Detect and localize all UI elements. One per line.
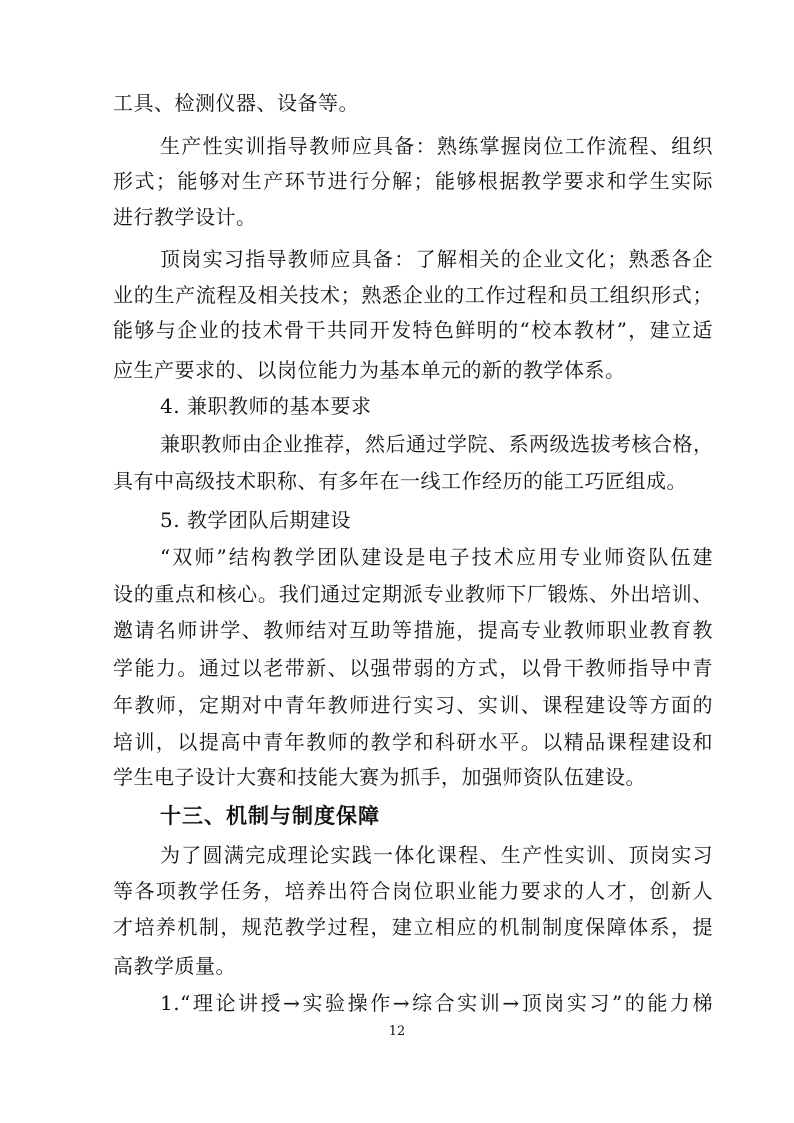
paragraph-line: 为了圆满完成理论实践一体化课程、生产性实训、顶岗实习 — [160, 843, 713, 867]
paragraph-line: 年教师，定期对中青年教师进行实习、实训、课程建设等方面的 — [113, 693, 713, 717]
paragraph-line: 顶岗实习指导教师应具备：了解相关的企业文化；熟悉各企 — [160, 247, 713, 271]
paragraph-line: 形式；能够对生产环节进行分解；能够根据教学要求和学生实际 — [113, 169, 713, 193]
paragraph-line: 具有中高级技术职称、有多年在一线工作经历的能工巧匠组成。 — [113, 469, 687, 493]
paragraph-line: 邀请名师讲学、教师结对互助等措施，提高专业教师职业教育教 — [113, 618, 713, 642]
paragraph-line: 兼职教师由企业推荐，然后通过学院、系两级选拔考核合格， — [160, 432, 714, 456]
page-number: 12 — [388, 1024, 406, 1039]
paragraph-line: 设的重点和核心。我们通过定期派专业教师下厂锻炼、外出培训、 — [113, 582, 713, 606]
paragraph-line: 等各项教学任务，培养出符合岗位职业能力要求的人才，创新人 — [113, 879, 713, 903]
paragraph-line: 能够与企业的技术骨干共同开发特色鲜明的“校本教材”，建立适 — [113, 318, 713, 342]
paragraph-line: 高教学质量。 — [113, 954, 236, 978]
section-heading: 十三、机制与制度保障 — [160, 804, 380, 828]
subheading-part-time-teachers: 4. 兼职教师的基本要求 — [160, 394, 372, 418]
subheading-team-building: 5. 教学团队后期建设 — [160, 508, 351, 532]
paragraph-line: 工具、检测仪器、设备等。 — [113, 91, 359, 115]
paragraph-line: “双师”结构教学团队建设是电子技术应用专业师资队伍建 — [160, 545, 713, 569]
paragraph-line: 学能力。通过以老带新、以强带弱的方式，以骨干教师指导中青 — [113, 656, 713, 680]
paragraph-line: 学生电子设计大赛和技能大赛为抓手，加强师资队伍建设。 — [113, 765, 646, 789]
paragraph-line: 业的生产流程及相关技术；熟悉企业的工作过程和员工组织形式； — [113, 283, 713, 307]
paragraph-line: 培训，以提高中青年教师的教学和科研水平。以精品课程建设和 — [113, 730, 713, 754]
paragraph-line: 才培养机制，规范教学过程，建立相应的机制制度保障体系，提 — [113, 915, 713, 939]
paragraph-line: 生产性实训指导教师应具备：熟练掌握岗位工作流程、组织 — [160, 134, 713, 158]
paragraph-line: 1.“理论讲授→实验操作→综合实训→顶岗实习”的能力梯 — [160, 991, 713, 1015]
paragraph-line: 进行教学设计。 — [113, 205, 257, 229]
paragraph-line: 应生产要求的、以岗位能力为基本单元的新的教学体系。 — [113, 358, 626, 382]
